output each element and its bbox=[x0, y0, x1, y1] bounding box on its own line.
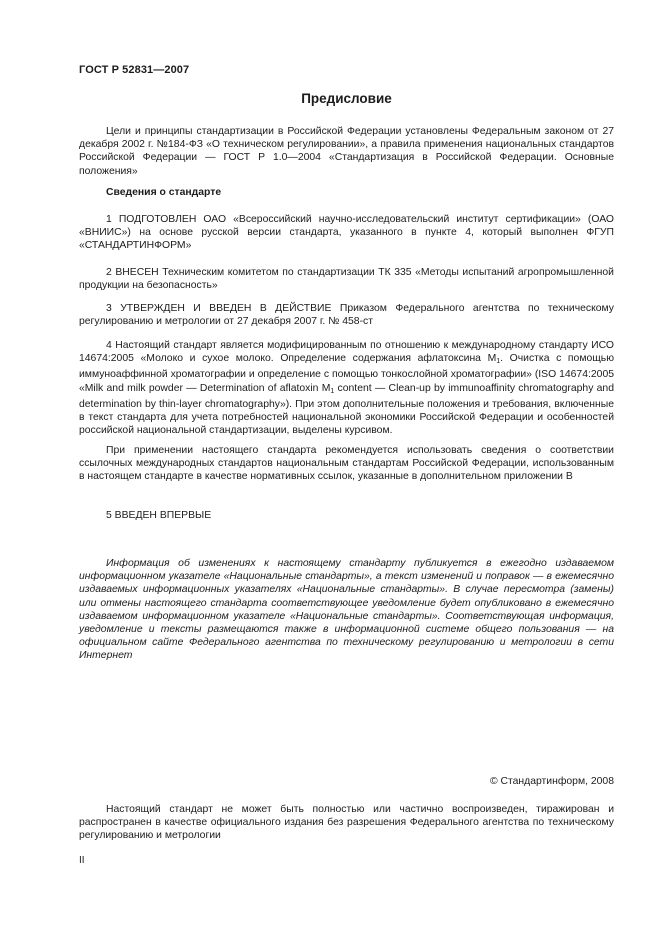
item-4-text-b: . Очистка с помощью иммуноаффинной хроматографии и определение с помощью тонкослойной хроматографии» (ISO 14674:2005 «Milk and milk powder — Determination of aflatoxin M bbox=[79, 353, 614, 394]
section-heading: Сведения о стандарте bbox=[106, 187, 222, 198]
item-4 bbox=[79, 339, 614, 437]
item-5: 5 ВВЕДЕН ВПЕРВЫЕ bbox=[106, 510, 212, 521]
copyright-line: © Стандартинформ, 2008 bbox=[489, 776, 614, 787]
item-2: 2 ВНЕСЕН Техническим комитетом по стандартизации ТК 335 «Методы испытаний агропромышленной продукции на безопасность» bbox=[79, 267, 614, 292]
page-title: Предисловие bbox=[301, 91, 392, 106]
item-4-subscript-b: 1 bbox=[330, 387, 335, 395]
standard-code: ГОСТ Р 52831—2007 bbox=[79, 64, 190, 76]
legal-notice: Настоящий стандарт не может быть полностью или частично воспроизведен, тиражирован и распространен в качестве официального издания без разрешения Федерального агентства по техническому регулированию и метрологии bbox=[79, 804, 614, 842]
item-4-text-a: 4 Настоящий стандарт является модифицированным по отношению к международному стандарту ИСО 14674:2005 «Молоко и сухое молоко. Определение содержания афлатоксина M bbox=[79, 340, 614, 365]
notice-paragraph: Информация об изменениях к настоящему стандарту публикуется в ежегодно издаваемом информационном указателе «Национальные стандарты», а текст изменений и поправок — в ежемесячно издаваемых информационных указателях «Национальные стандарты». В случае пересмотра (замены) или отмены настоящего стандарта соответствующее уведомление будет опубликовано в ежемесячно издаваемом информационном указателе «Национальные стандарты». Соответствующая информация, уведомление и тексты размещаются также в информационной системе общего пользования — на официальном сайте Федерального агентства по техническому регулированию и метрологии в сети Интернет bbox=[79, 558, 614, 662]
item-4-subscript-a: 1 bbox=[496, 358, 501, 366]
item-4-extra: При применении настоящего стандарта рекомендуется использовать сведения о соответствии ссылочных международных стандартов национальным стандартам Российской Федерации, использованным в настоящем стандарте в качестве нормативных ссылок, указанные в дополнительном приложении В bbox=[79, 445, 614, 483]
item-1: 1 ПОДГОТОВЛЕН ОАО «Всероссийский научно-исследовательский институт сертификации» (ОАО «ВНИИС») на основе русской версии стандарта, указанного в пункте 4, который выполнен ФГУП «СТАНДАРТИНФОРМ» bbox=[79, 214, 614, 252]
item-4-text-c: content — Clean-up by immunoaffinity chromatography and determination by thin-layer chromatography»). При этом дополнительные положения и требования, включенные в текст стандарта для учета потребностей национальной экономики Российской Федерации и особенностей российской национальной стандартизации, выделены курсивом. bbox=[79, 382, 614, 437]
item-3: 3 УТВЕРЖДЕН И ВВЕДЕН В ДЕЙСТВИЕ Приказом Федерального агентства по техническому регулированию и метрологии от 27 декабря 2007 г. № 458-ст bbox=[79, 303, 614, 328]
intro-paragraph: Цели и принципы стандартизации в Российской Федерации установлены Федеральным законом от 27 декабря 2002 г. №184-ФЗ «О техническом регулировании», а правила применения национальных стандартов Российской Федерации — ГОСТ Р 1.0—2004 «Стандартизация в Российской Федерации. Основные положения» bbox=[79, 126, 614, 177]
page-number: II bbox=[79, 855, 85, 866]
